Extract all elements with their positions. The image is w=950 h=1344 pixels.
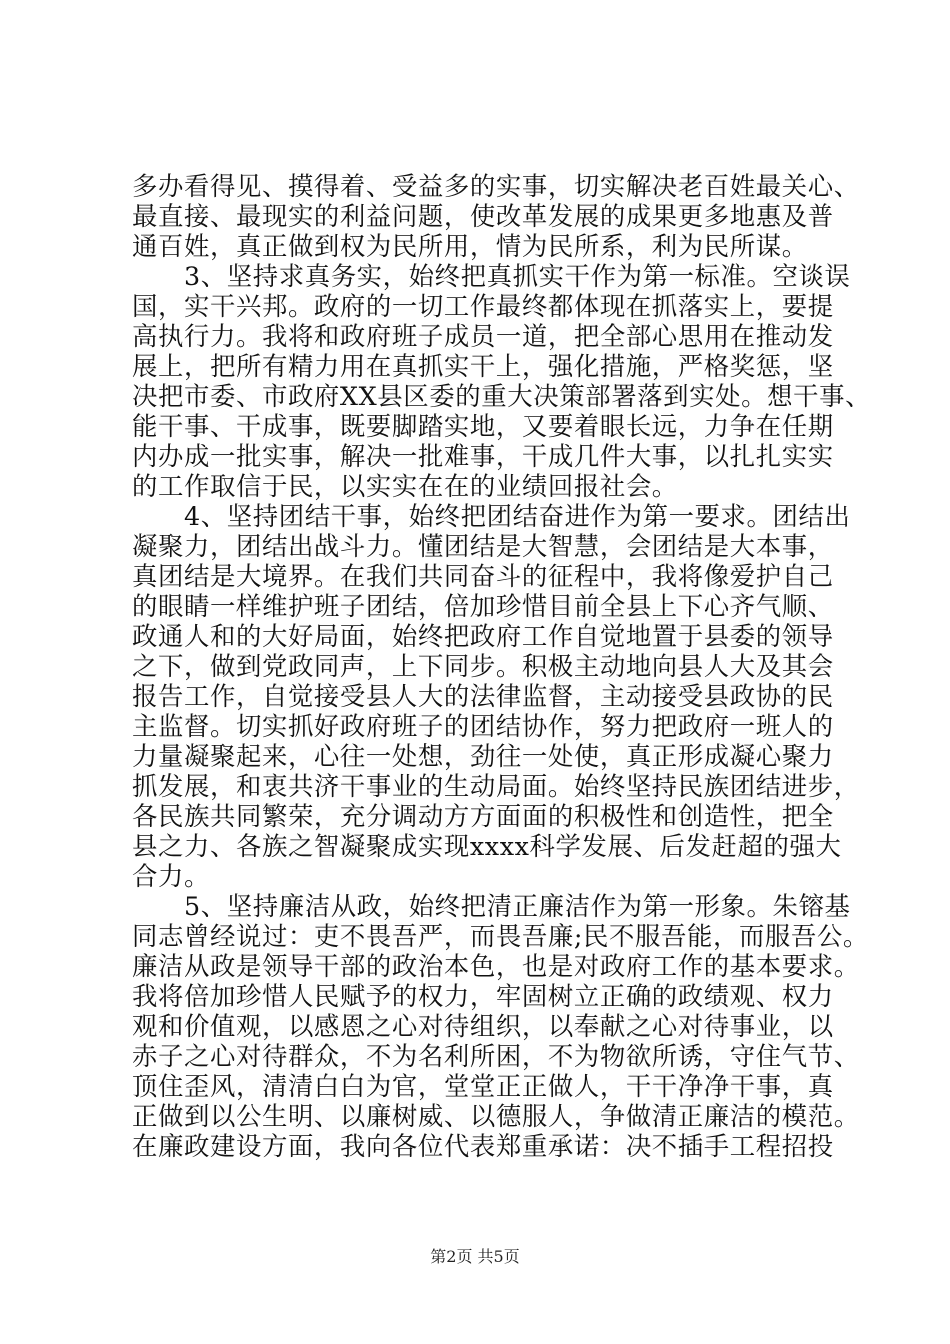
text-line: 3、坚持求真务实，始终把真抓实干作为第一标准。空谈误: [132, 261, 851, 291]
text-line: 各民族共同繁荣，充分调动方方面面的积极性和创造性，把全: [132, 801, 834, 831]
text-line: 的工作取信于民，以实实在在的业绩回报社会。: [132, 471, 678, 501]
text-line: 主监督。切实抓好政府班子的团结协作，努力把政府一班人的: [132, 711, 834, 741]
text-line: 高执行力。我将和政府班子成员一道，把全部心思用在推动发: [132, 321, 834, 351]
text-line: 县之力、各族之智凝聚成实现xxxx科学发展、后发赶超的强大: [132, 831, 842, 861]
text-line: 国，实干兴邦。政府的一切工作最终都体现在抓落实上，要提: [132, 291, 834, 321]
text-line: 通百姓，真正做到权为民所用，情为民所系，利为民所谋。: [132, 231, 808, 261]
text-line: 同志曾经说过：吏不畏吾严，而畏吾廉;民不服吾能，而服吾公。: [132, 921, 869, 951]
text-line: 内办成一批实事，解决一批难事，干成几件大事，以扎扎实实: [132, 441, 834, 471]
text-line: 展上，把所有精力用在真抓实干上，强化措施，严格奖惩，坚: [132, 351, 834, 381]
page-number-footer: 第2页 共5页: [430, 1247, 520, 1266]
text-line: 4、坚持团结干事，始终把团结奋进作为第一要求。团结出: [132, 501, 851, 531]
text-line: 真团结是大境界。在我们共同奋斗的征程中，我将像爱护自己: [132, 561, 834, 591]
text-line: 5、坚持廉洁从政，始终把清正廉洁作为第一形象。朱镕基: [132, 891, 851, 921]
text-line: 最直接、最现实的利益问题，使改革发展的成果更多地惠及普: [132, 201, 834, 231]
text-line: 力量凝聚起来，心往一处想，劲往一处使，真正形成凝心聚力: [132, 741, 834, 771]
text-line: 抓发展，和衷共济干事业的生动局面。始终坚持民族团结进步，: [132, 771, 860, 801]
text-line: 的眼睛一样维护班子团结，倍加珍惜目前全县上下心齐气顺、: [132, 591, 834, 621]
text-line: 能干事、干成事，既要脚踏实地，又要着眼长远，力争在任期: [132, 411, 834, 441]
body-text: [132, 171, 872, 1161]
text-line: 顶住歪风，清清白白为官，堂堂正正做人，干干净净干事，真: [132, 1071, 834, 1101]
text-line: 报告工作，自觉接受县人大的法律监督，主动接受县政协的民: [132, 681, 834, 711]
text-line: 赤子之心对待群众，不为名利所困，不为物欲所诱，守住气节、: [132, 1041, 860, 1071]
text-line: 之下，做到党政同声，上下同步。积极主动地向县人大及其会: [132, 651, 834, 681]
text-line: 廉洁从政是领导干部的政治本色，也是对政府工作的基本要求。: [132, 951, 860, 981]
text-line: 政通人和的大好局面，始终把政府工作自觉地置于县委的领导: [132, 621, 834, 651]
text-line: 合力。: [132, 861, 210, 891]
text-line: 正做到以公生明、以廉树威、以德服人，争做清正廉洁的模范。: [132, 1101, 860, 1131]
text-line: 我将倍加珍惜人民赋予的权力，牢固树立正确的政绩观、权力: [132, 981, 834, 1011]
text-line: 多办看得见、摸得着、受益多的实事，切实解决老百姓最关心、: [132, 171, 860, 201]
text-line: 在廉政建设方面，我向各位代表郑重承诺：决不插手工程招投: [132, 1131, 834, 1161]
text-line: 观和价值观，以感恩之心对待组织，以奉献之心对待事业，以: [132, 1011, 834, 1041]
text-line: 凝聚力，团结出战斗力。懂团结是大智慧，会团结是大本事，: [132, 531, 834, 561]
text-line: 决把市委、市政府XX县区委的重大决策部署落到实处。想干事、: [132, 381, 872, 411]
